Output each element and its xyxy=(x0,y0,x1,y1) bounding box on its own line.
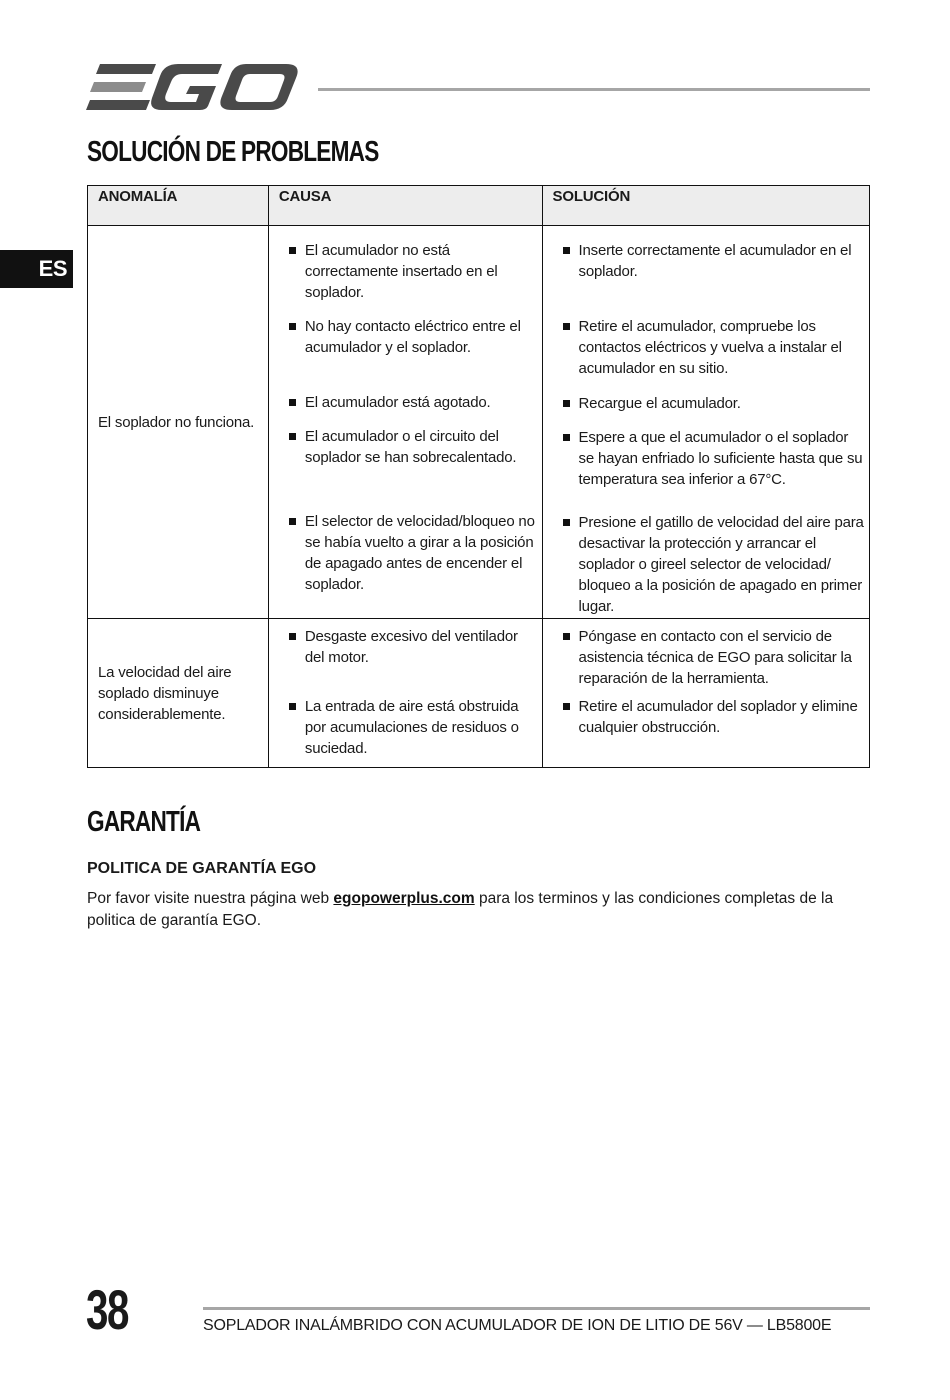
bullet-icon xyxy=(563,323,570,330)
solution-item: Retire el acumulador del soplador y elimine cualquier obstrucción. xyxy=(543,696,869,738)
header-solution: SOLUCIÓN xyxy=(542,186,869,226)
header-rule xyxy=(318,88,870,91)
problem-cell: La velocidad del aire soplado disminuye considerablemente. xyxy=(88,619,269,768)
solution-item: Inserte correctamente el acumulador en el soplador. xyxy=(543,240,869,282)
bullet-icon xyxy=(563,519,570,526)
header-cause: CAUSA xyxy=(268,186,542,226)
solution-item: Presione el gatillo de velocidad del aire para desactivar la protección y arrancar el soplador o gireel selector de velocidad/ bloqueo a la posición de apagado en primer lugar. xyxy=(543,512,869,617)
cause-cell xyxy=(268,619,542,768)
bullet-icon xyxy=(289,633,296,640)
bullet-icon xyxy=(289,433,296,440)
page-number: 38 xyxy=(86,1278,128,1341)
bullet-icon xyxy=(563,434,570,441)
troubleshooting-title: SOLUCIÓN DE PROBLEMAS xyxy=(87,136,379,168)
solution-item: Espere a que el acumulador o el soplador se hayan enfriado lo suficiente hasta que su temperatura sea inferior a 67°C. xyxy=(543,427,869,490)
cause-item: El selector de velocidad/bloqueo no se había vuelto a girar a la posición de apagado antes de encender el soplador. xyxy=(269,511,542,595)
cause-item: El acumulador no está correctamente insertado en el soplador. xyxy=(269,240,542,303)
bullet-icon xyxy=(563,633,570,640)
solution-item: Recargue el acumulador. xyxy=(543,393,869,414)
cause-item: No hay contacto eléctrico entre el acumulador y el soplador. xyxy=(269,316,542,358)
solution-item: Retire el acumulador, compruebe los contactos eléctricos y vuelva a instalar el acumulador en su sitio. xyxy=(543,316,869,379)
warranty-paragraph: Por favor visite nuestra página web egopowerplus.com para los terminos y las condiciones completas de la politica de garantía EGO. xyxy=(87,890,834,929)
bullet-icon xyxy=(289,247,296,254)
bullet-icon xyxy=(289,399,296,406)
bullet-icon xyxy=(289,323,296,330)
cause-item: Desgaste excesivo del ventilador del motor. xyxy=(269,626,542,668)
bullet-icon xyxy=(289,518,296,525)
bullet-icon xyxy=(563,247,570,254)
website-link[interactable]: egopowerplus.com xyxy=(333,890,475,907)
warranty-subheading: POLITICA DE GARANTÍA EGO xyxy=(87,860,317,877)
problem-cell: El soplador no funciona. xyxy=(88,226,269,619)
cause-item: La entrada de aire está obstruida por acumulaciones de residuos o suciedad. xyxy=(269,696,542,759)
cause-item: El acumulador está agotado. xyxy=(269,392,542,413)
ego-logo xyxy=(86,64,298,112)
solution-cell xyxy=(542,226,869,619)
language-tab: ES xyxy=(0,250,73,288)
footer-text: SOPLADOR INALÁMBRIDO CON ACUMULADOR DE ION DE LITIO DE 56V — LB5800E xyxy=(203,1317,832,1334)
table-row xyxy=(88,619,870,768)
table-header-row xyxy=(88,186,870,226)
table-row xyxy=(88,226,870,619)
warranty-title: GARANTÍA xyxy=(87,806,201,838)
bullet-icon xyxy=(563,703,570,710)
cause-item: El acumulador o el circuito del soplador se han sobrecalentado. xyxy=(269,426,542,468)
solution-cell xyxy=(542,619,869,768)
bullet-icon xyxy=(563,400,570,407)
cause-cell xyxy=(268,226,542,619)
footer-rule xyxy=(203,1307,870,1310)
header-anomaly: ANOMALÍA xyxy=(88,186,269,226)
troubleshooting-table xyxy=(87,185,870,768)
solution-item: Póngase en contacto con el servicio de asistencia técnica de EGO para solicitar la reparación de la herramienta. xyxy=(543,626,869,689)
bullet-icon xyxy=(289,703,296,710)
